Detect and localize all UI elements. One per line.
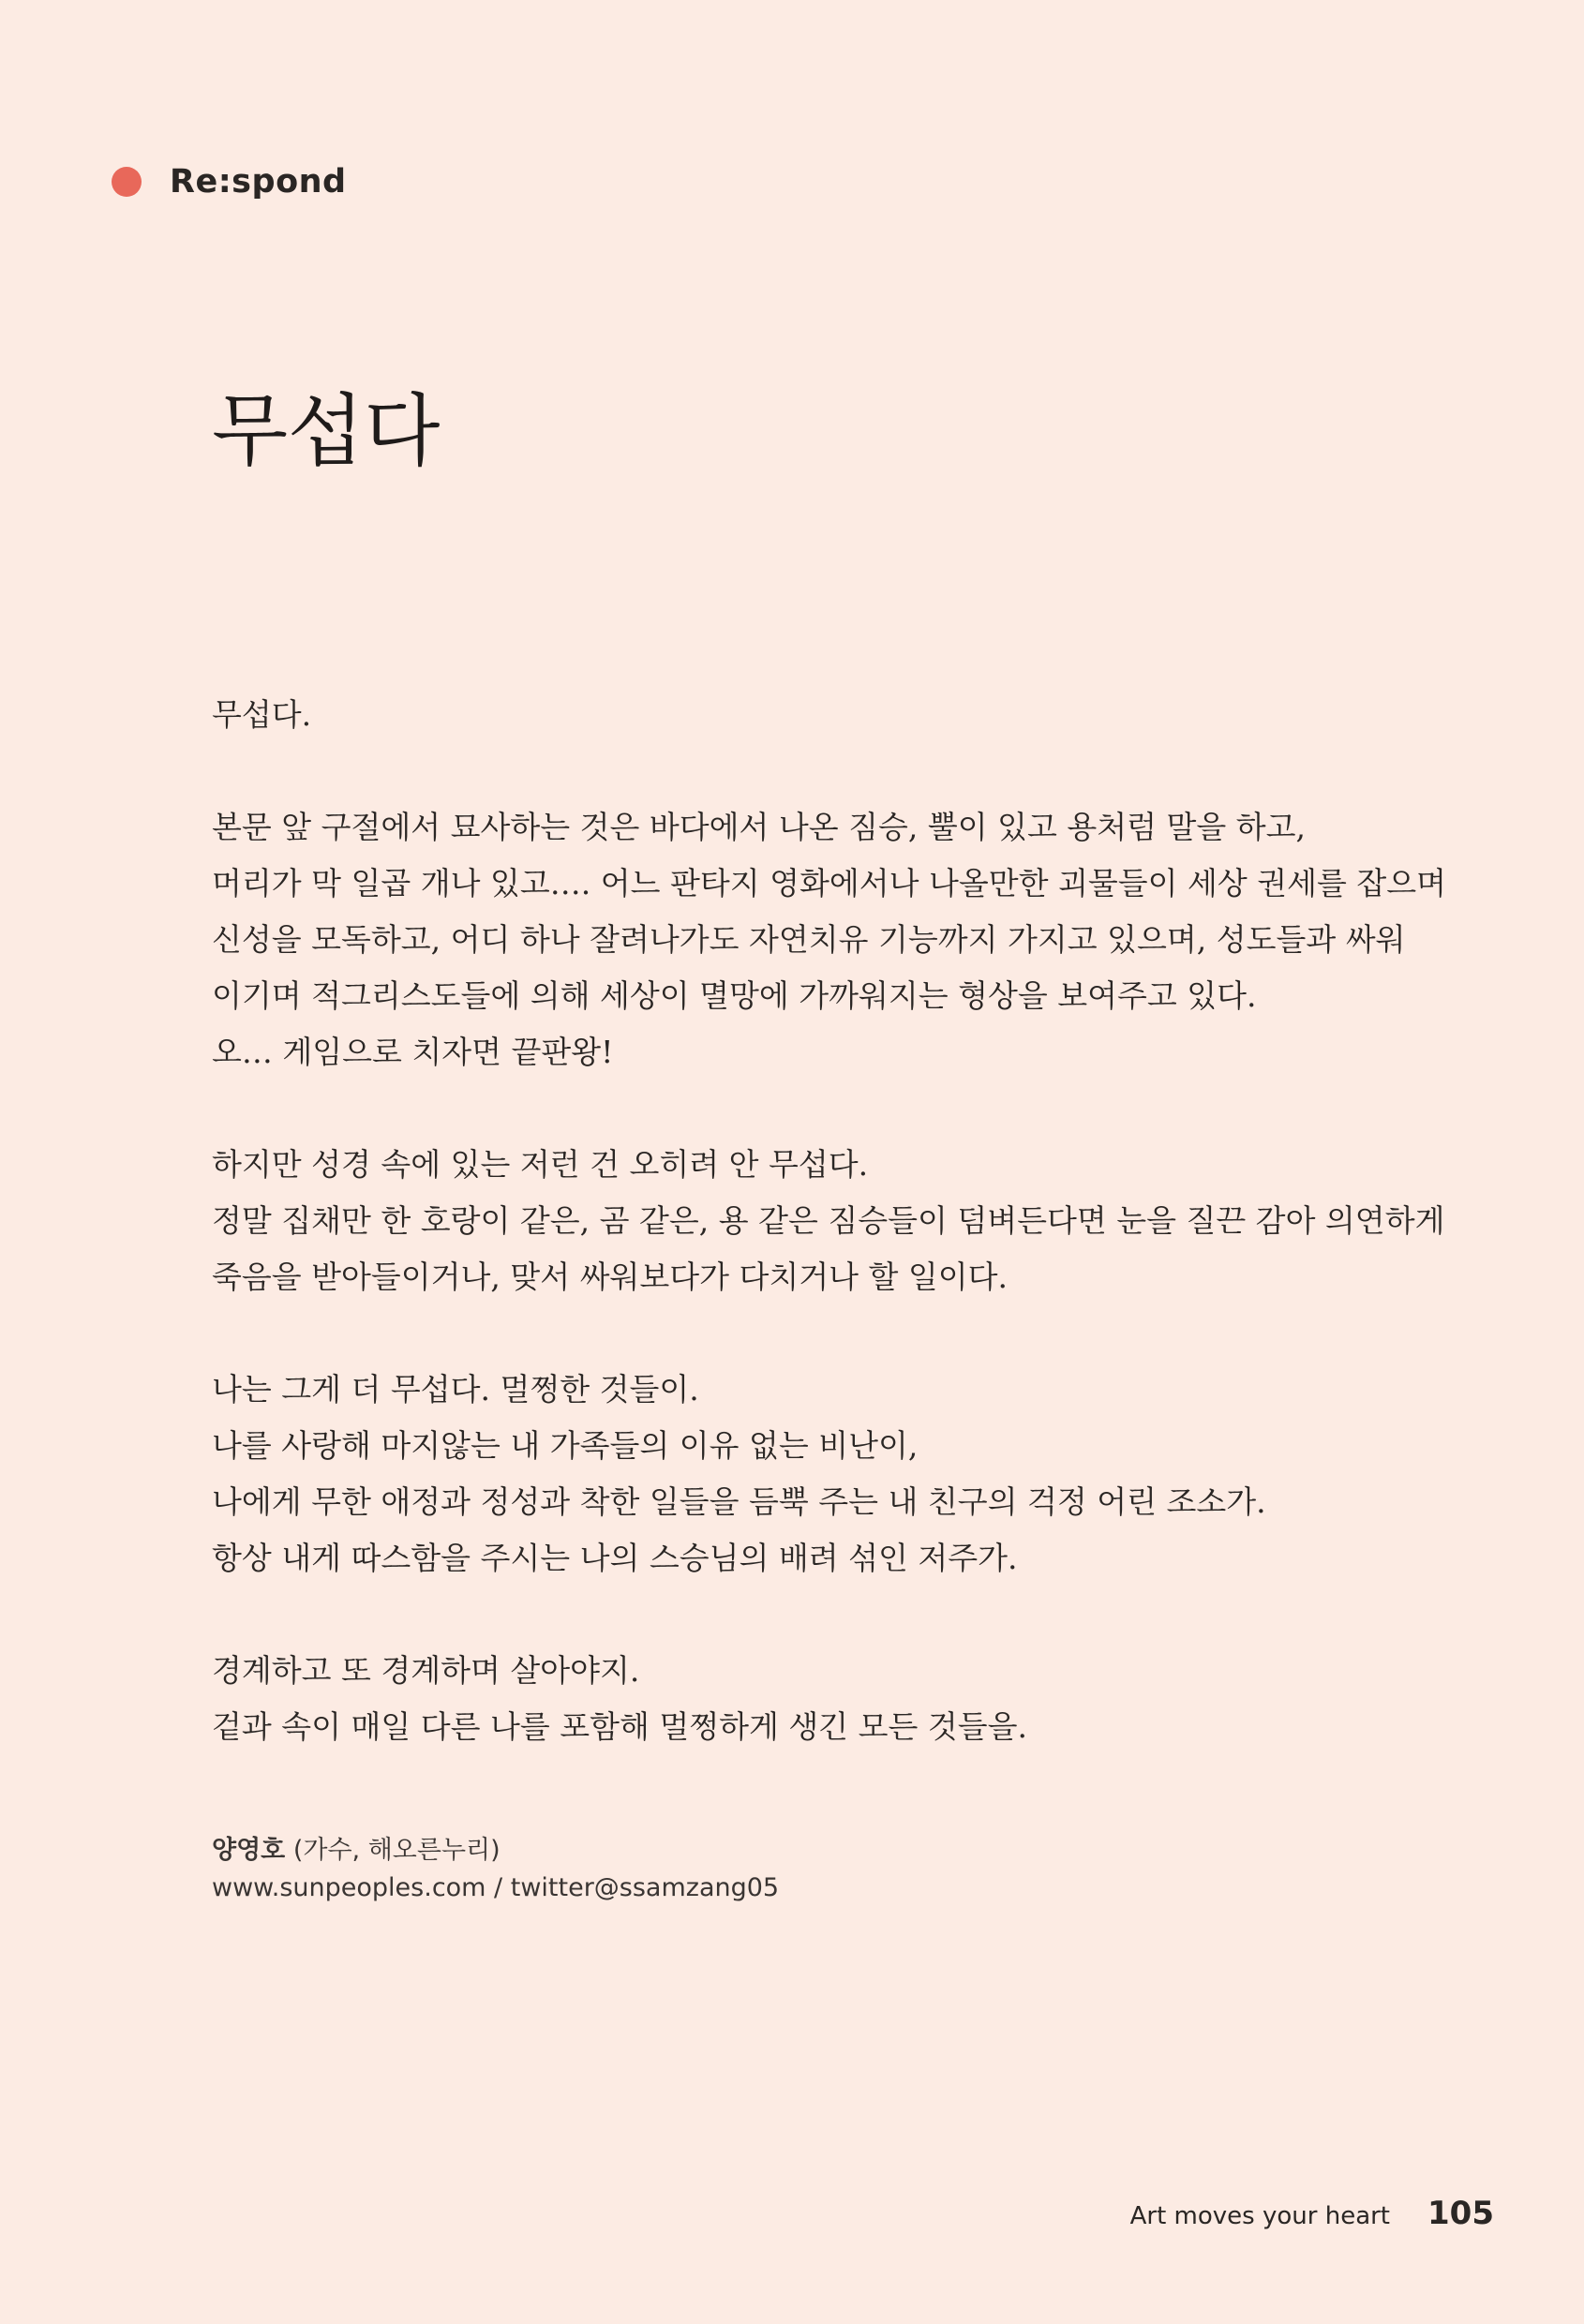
- section-label: Re:spond: [170, 163, 347, 201]
- text-line: 나를 사랑해 마지않는 내 가족들의 이유 없는 비난이,: [212, 1427, 919, 1464]
- section-header: [112, 159, 347, 204]
- text-line: 머리가 막 일곱 개나 있고…. 어느 판타지 영화에서나 나올만한 괴물들이 세상 권세를 잡으며: [212, 865, 1446, 901]
- text-line: 겉과 속이 매일 다른 나를 포함해 멀쩡하게 생긴 모든 것들을.: [212, 1708, 1027, 1745]
- footer-tagline: Art moves your heart: [1129, 2202, 1391, 2230]
- page-footer: [1130, 2195, 1494, 2232]
- article-title: 무섭다: [212, 385, 441, 477]
- text-line: 나는 그게 더 무섭다. 멀쩡한 것들이.: [212, 1371, 699, 1408]
- text-line: 오… 게임으로 치자면 끝판왕!: [212, 1034, 614, 1070]
- text-line: 본문 앞 구절에서 묘사하는 것은 바다에서 나온 짐승, 뿔이 있고 용처럼 말을 하고,: [212, 809, 1306, 845]
- author-role: (가수, 해오른누리): [285, 1836, 501, 1865]
- text-line: 신성을 모독하고, 어디 하나 잘려나가도 자연치유 기능까지 가지고 있으며, 성도들과 싸워: [212, 921, 1406, 958]
- text-line: 하지만 성경 속에 있는 저런 건 오히려 안 무섭다.: [212, 1146, 869, 1183]
- paragraph: [212, 1362, 1458, 1587]
- text-line: 항상 내게 따스함을 주시는 나의 스승님의 배려 섞인 저주가.: [212, 1540, 1018, 1576]
- text-line: 나에게 무한 애정과 정성과 착한 일들을 듬뿍 주는 내 친구의 걱정 어린 조소가.: [212, 1483, 1266, 1520]
- paragraph: [212, 1643, 1458, 1755]
- text-line: 죽음을 받아들이거나, 맞서 싸워보다가 다치거나 할 일이다.: [212, 1259, 1008, 1295]
- text-line: 경계하고 또 경계하며 살아야지.: [212, 1652, 640, 1689]
- text-line: 정말 집채만 한 호랑이 같은, 곰 같은, 용 같은 짐승들이 덤벼든다면 눈을 질끈 감아 의연하게: [212, 1202, 1445, 1239]
- author-line: [212, 1832, 779, 1870]
- section-dot-icon: [112, 167, 142, 197]
- author-info: [212, 1832, 779, 1907]
- text-line: 이기며 적그리스도들에 의해 세상이 멸망에 가까워지는 형상을 보여주고 있다.: [212, 977, 1257, 1014]
- text-line: 무섭다.: [212, 696, 312, 733]
- author-name: 양영호: [212, 1836, 286, 1865]
- paragraph: [212, 687, 1458, 743]
- paragraph: [212, 1137, 1458, 1305]
- paragraph: [212, 799, 1458, 1080]
- author-contact: www.sunpeoples.com / twitter@ssamzang05: [212, 1873, 780, 1902]
- page-number: 105: [1427, 2195, 1494, 2232]
- article-body: [212, 687, 1458, 1811]
